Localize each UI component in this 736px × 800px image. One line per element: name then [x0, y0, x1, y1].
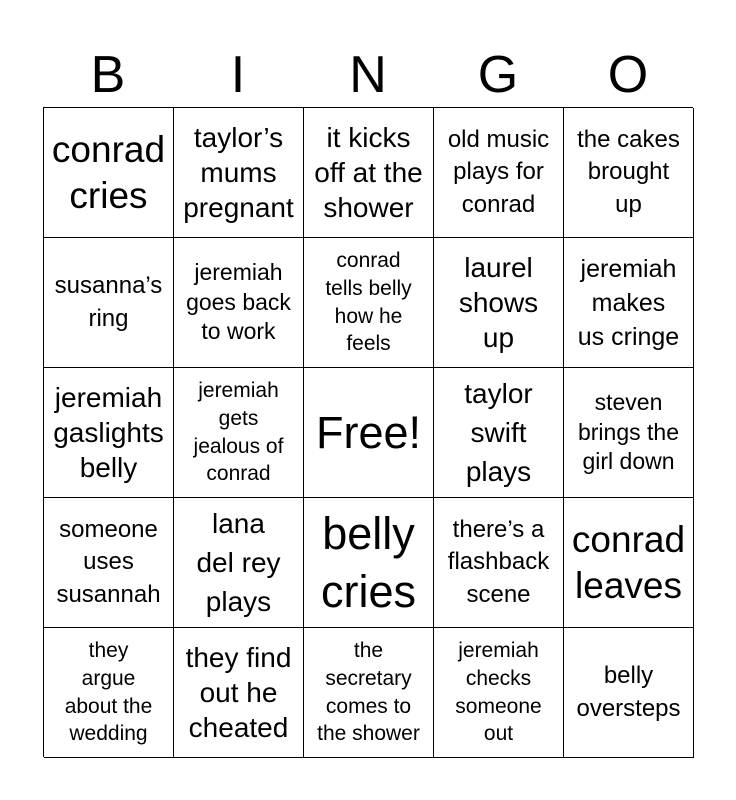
cell-text: belly oversteps — [576, 662, 681, 722]
cell-text: jeremiah goes back to work — [186, 258, 291, 345]
bingo-header — [43, 42, 693, 108]
bingo-cell[interactable] — [174, 628, 304, 758]
bingo-cell[interactable] — [44, 368, 174, 498]
cell-text: they argue about the wedding — [64, 638, 153, 746]
bingo-cell[interactable] — [304, 108, 434, 238]
bingo-cell[interactable] — [174, 238, 304, 368]
bingo-cell[interactable] — [44, 238, 174, 368]
bingo-cell[interactable] — [44, 498, 174, 628]
cell-text: the secretary comes to the shower — [317, 638, 420, 746]
bingo-cell[interactable] — [564, 238, 694, 368]
bingo-cell[interactable] — [564, 628, 694, 758]
cell-text: jeremiah gaslights belly — [53, 382, 164, 483]
bingo-cell[interactable] — [434, 498, 564, 628]
header-letter-n: N — [349, 46, 387, 104]
bingo-cell[interactable] — [304, 368, 434, 498]
cell-text: conrad cries — [51, 129, 166, 216]
bingo-cell[interactable] — [434, 108, 564, 238]
bingo-cell[interactable] — [564, 108, 694, 238]
bingo-cell[interactable] — [434, 238, 564, 368]
cell-text: the cakes brought up — [577, 125, 680, 218]
bingo-cell[interactable] — [434, 368, 564, 498]
cell-text: conrad tells belly how he feels — [325, 248, 412, 356]
header-letter-g: G — [477, 46, 519, 104]
cell-text: they find out he cheated — [185, 642, 292, 743]
cell-text: belly cries — [320, 507, 416, 617]
cell-text: there’s a flashback scene — [447, 515, 550, 608]
cell-text: laurel shows up — [458, 252, 539, 353]
bingo-cell[interactable] — [304, 498, 434, 628]
cell-text: someone uses susannah — [56, 515, 161, 608]
bingo-cell[interactable] — [434, 628, 564, 758]
bingo-cell[interactable] — [304, 238, 434, 368]
bingo-cell[interactable] — [174, 108, 304, 238]
cell-text: susanna’s ring — [54, 272, 163, 332]
bingo-cell[interactable] — [44, 108, 174, 238]
header-letter-i: I — [230, 46, 246, 104]
cell-text: jeremiah gets jealous of conrad — [193, 378, 284, 486]
bingo-cell[interactable] — [304, 628, 434, 758]
bingo-cell[interactable] — [564, 498, 694, 628]
cell-text: old music plays for conrad — [447, 125, 550, 218]
cell-text: Free! — [315, 406, 422, 458]
cell-text: taylor’s mums pregnant — [183, 122, 294, 223]
bingo-grid — [43, 107, 693, 757]
cell-text: lana del rey plays — [196, 507, 281, 618]
cell-text: conrad leaves — [571, 519, 686, 606]
cell-text: steven brings the girl down — [577, 388, 679, 475]
header-letter-b: B — [90, 46, 126, 104]
bingo-cell[interactable] — [174, 498, 304, 628]
bingo-cell[interactable] — [44, 628, 174, 758]
cell-text: jeremiah makes us cringe — [577, 254, 680, 351]
cell-text: jeremiah checks someone out — [455, 638, 542, 746]
bingo-cell[interactable] — [564, 368, 694, 498]
bingo-cell[interactable] — [174, 368, 304, 498]
header-letter-o: O — [607, 46, 649, 104]
cell-text: taylor swift plays — [464, 377, 533, 488]
cell-text: it kicks off at the shower — [314, 122, 423, 223]
